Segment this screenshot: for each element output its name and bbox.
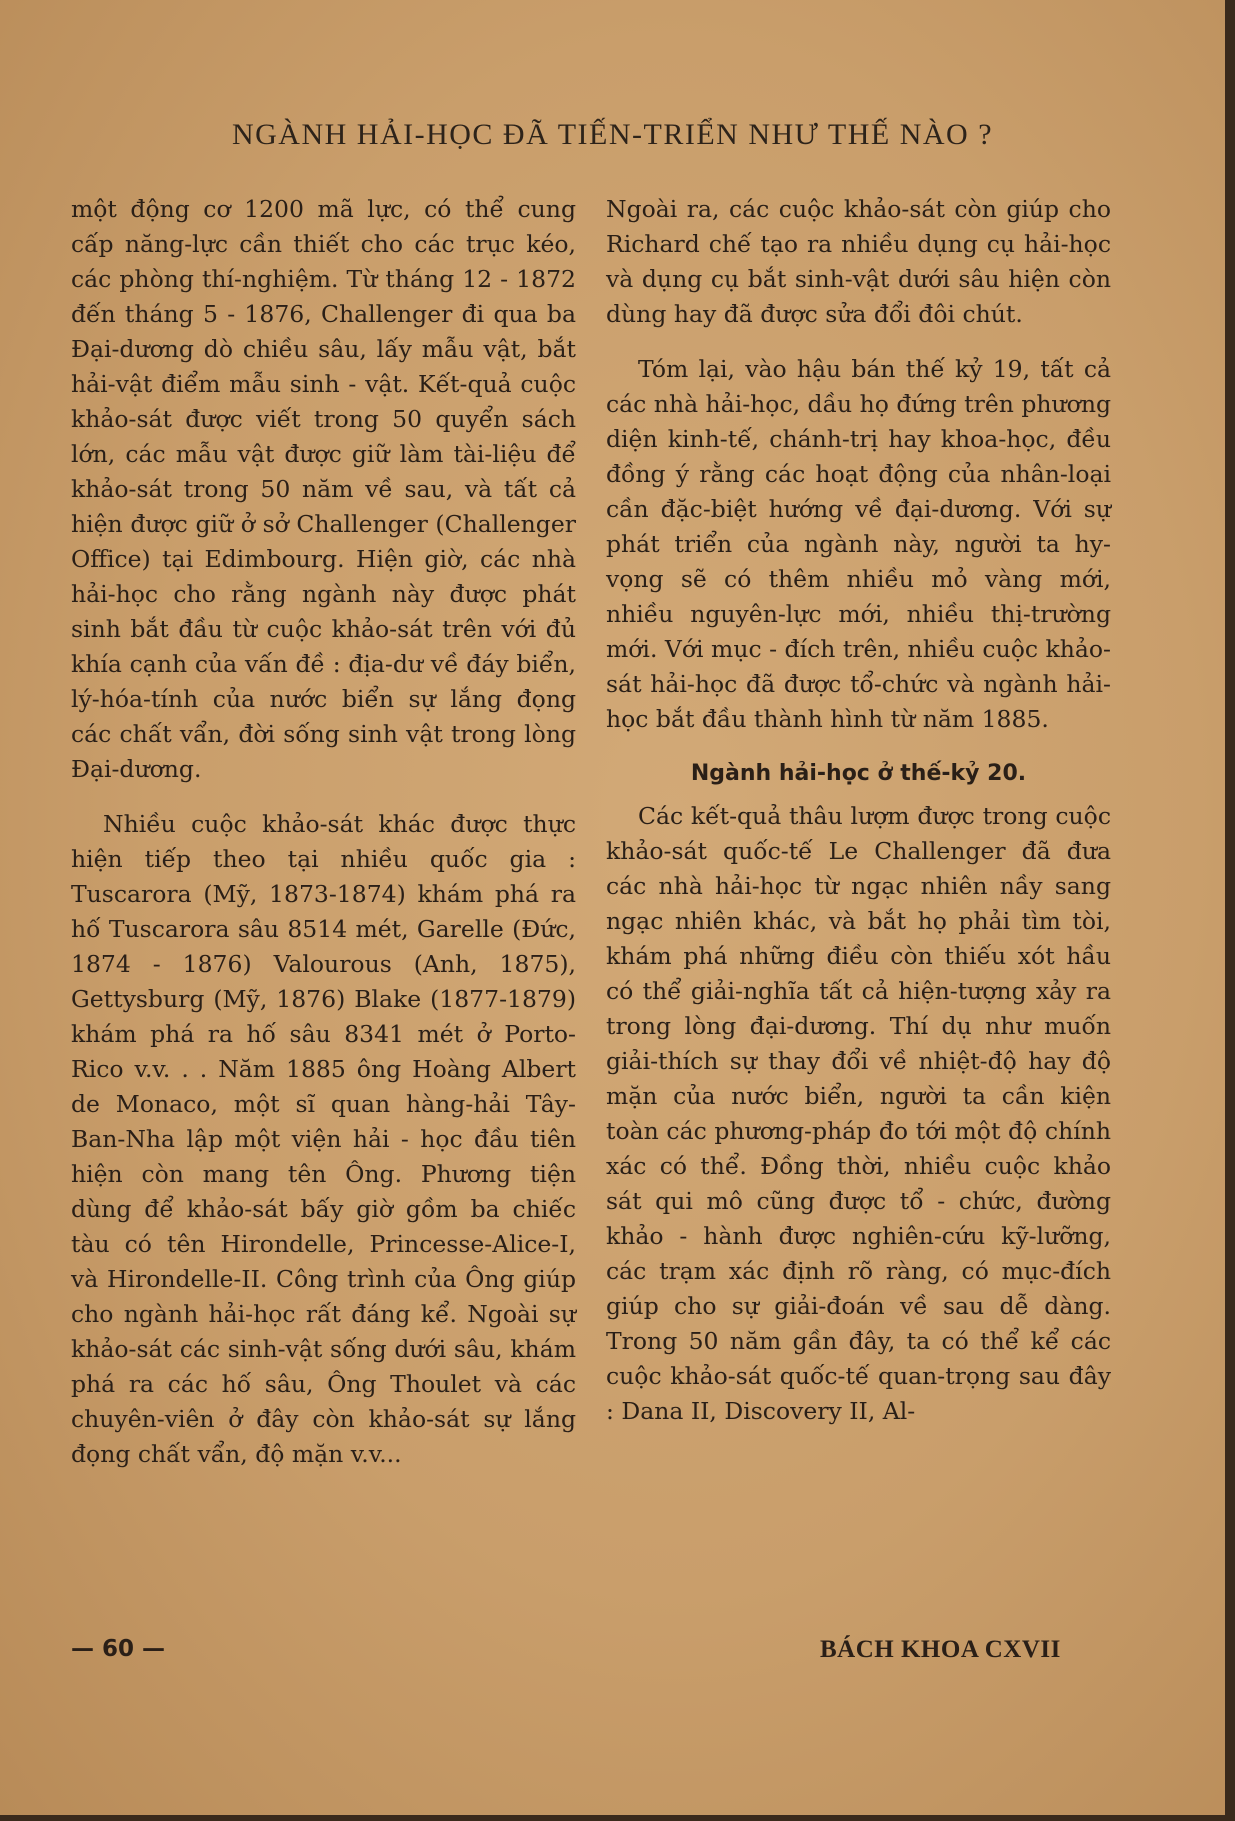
paragraph: Nhiều cuộc khảo-sát khác được thực hiện tiếp theo tại nhiều quốc gia : Tuscarora (Mỹ, 1873-1874) khám phá ra hố Tuscarora sâu 8514 mét, Garelle (Đức, 1874 - 1876) Valourous (Anh, 1875), Gettysburg (Mỹ, 1876) Blake (1877-1879) khám phá ra hố sâu 8341 mét ở Porto-Rico v.v. . . Năm 1885 ông Hoàng Albert de Monaco, một sĩ quan hàng-hải Tây-Ban-Nha lập một viện hải - học đầu tiên hiện còn mang tên Ông. Phương tiện dùng để khảo-sát bấy giờ gồm ba chiếc tàu có tên Hirondelle, Princesse-Alice-I, và Hirondelle-II. Công trình của Ông giúp cho ngành hải-học rất đáng kể. Ngoài sự khảo-sát các sinh-vật sống dưới sâu, khám phá ra các hố sâu, Ông Thoulet và các chuyên-viên ở đây còn khảo-sát sự lắng đọng chất vẩn, độ mặn v.v... xyxy=(71,810,576,1468)
paragraph: Tóm lại, vào hậu bán thế kỷ 19, tất cả các nhà hải-học, dầu họ đứng trên phương diện kinh-tế, chánh-trị hay khoa-học, đều đồng ý rằng các hoạt động của nhân-loại cần đặc-biệt hướng về đại-dương. Với sự phát triển của ngành này, người ta hy-vọng sẽ có thêm nhiều mỏ vàng mới, nhiều nguyên-lực mới, nhiều thị-trường mới. Với mục - đích trên, nhiều cuộc khảo-sát hải-học đã được tổ-chức và ngành hải-học bắt đầu thành hình từ năm 1885. xyxy=(606,355,1111,733)
paragraph: Ngoài ra, các cuộc khảo-sát còn giúp cho Richard chế tạo ra nhiều dụng cụ hải-học và dụng cụ bắt sinh-vật dưới sâu hiện còn dùng hay đã được sửa đổi đôi chút. xyxy=(606,195,1111,328)
page-number: — 60 — xyxy=(71,1636,166,1662)
journal-name: BÁCH KHOA CXVII xyxy=(820,1636,1061,1663)
section-heading: Ngành hải-học ở thế-kỷ 20. xyxy=(690,761,1027,786)
paragraph: một động cơ 1200 mã lực, có thể cung cấp năng-lực cần thiết cho các trục kéo, các phòng thí-nghiệm. Từ tháng 12 - 1872 đến tháng 5 - 1876, Challenger đi qua ba Đại-dương dò chiều sâu, lấy mẫu vật, bắt hải-vật điểm mẫu sinh - vật. Kết-quả cuộc khảo-sát được viết trong 50 quyển sách lớn, các mẫu vật được giữ làm tài-liệu để khảo-sát trong 50 năm về sau, và tất cả hiện được giữ ở sở Challenger (Challenger Office) tại Edimbourg. Hiện giờ, các nhà hải-học cho rằng ngành này được phát sinh bắt đầu từ cuộc khảo-sát trên với đủ khía cạnh của vấn đề : địa-dư về đáy biển, lý-hóa-tính của nước biển sự lắng đọng các chất vẩn, đời sống sinh vật trong lòng Đại-dương. xyxy=(71,195,576,783)
right-column xyxy=(606,192,1111,1449)
left-column xyxy=(71,192,576,1492)
running-header: NGÀNH HẢI-HỌC ĐÃ TIẾN-TRIỂN NHƯ THẾ NÀO ? xyxy=(231,118,994,151)
paragraph: Các kết-quả thâu lượm được trong cuộc khảo-sát quốc-tế Le Challenger đã đưa các nhà hải-học từ ngạc nhiên nầy sang ngạc nhiên khác, và bắt họ phải tìm tòi, khám phá những điều còn thiếu xót hầu có thể giải-nghĩa tất cả hiện-tượng xảy ra trong lòng đại-dương. Thí dụ như muốn giải-thích sự thay đổi về nhiệt-độ hay độ mặn của nước biển, người ta cần kiện toàn các phương-pháp đo tới một độ chính xác có thể. Đồng thời, nhiều cuộc khảo sát qui mô cũng được tổ - chức, đường khảo - hành được nghiên-cứu kỹ-lưỡng, các trạm xác định rõ ràng, có mục-đích giúp cho sự giải-đoán về sau dễ dàng. Trong 50 năm gần đây, ta có thể kể các cuộc khảo-sát quốc-tế quan-trọng sau đây : Dana II, Discovery II, Al- xyxy=(606,802,1111,1425)
